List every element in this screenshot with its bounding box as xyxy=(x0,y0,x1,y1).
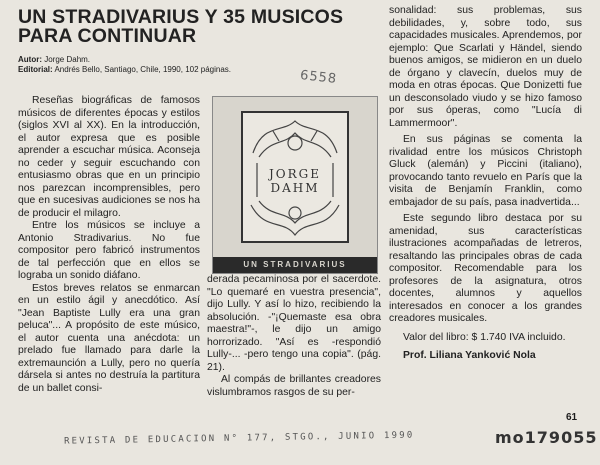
title-line-2: PARA CONTINUAR xyxy=(18,25,197,47)
author-value: Jorge Dahm. xyxy=(44,55,91,64)
handwritten-source-note: REVISTA DE EDUCACION N° 177, STGO., JUNIO 1990 xyxy=(63,430,415,447)
paragraph: Este segundo libro destaca por su amenidad, sus características ilustraciones acompañadas de letreros, resaltando las principales obras de cada compositor. Recomendable para los profesores de la asignatura, otros docentes, alumnos y aquellos interesados en conocer a los grandes creadores musicales. xyxy=(389,213,582,324)
paragraph: Estos breves relatos se enmarcan en un estilo ágil y anecdótico. Así "Jean Baptiste Lully era una gran peluca"... A propósito de este músico, el autor cuenta una anécdota: un prelado fue llamado para darle la extremaunción a Lully, pero no quería dársela si antes no destruía la partitura de un ballet consi- xyxy=(18,282,200,394)
page-number: 61 xyxy=(566,412,578,423)
book-cover-image xyxy=(212,96,378,274)
paragraph: Entre los músicos se incluye a Antonio Stradivarius. No fue compositor pero fabricó instrumentos de tal perfección que en ellos se lograba un sonido diáfano. xyxy=(18,220,200,281)
column-1 xyxy=(18,95,200,395)
column-3 xyxy=(389,5,582,367)
paragraph: derada pecaminosa por el sacerdote. "Lo quemaré en vuestra presencia", dijo Lully. Y así lo hizo, recibiendo la absolución. -"¡Quemaste esa obra maestra!"-, le dijo un amigo horrorizado. "Así es -respondió Lully-... -pero tengo una copia". (pág. 21). xyxy=(207,274,381,373)
publisher-value: Andrés Bello, Santiago, Chile, 1990, 102 páginas. xyxy=(54,64,232,74)
catalog-stamp: mo179055 xyxy=(495,428,598,447)
price-line: Valor del libro: $ 1.740 IVA incluido. xyxy=(403,331,566,343)
article-title xyxy=(18,8,378,46)
reviewer-signature: Prof. Liliana Yanković Nola xyxy=(403,350,536,361)
paragraph: Reseñas biográficas de famosos músicos de diferentes épocas y estilos (siglos XVI al XX). En la introducción, el autor expresa que es posible aprender a escuchar música. Aconseja no ceder y seguir escuchando con entusiasmo obras que en un principio nos parezcan incomprensibles, pero que en sucesivas audiciones se nos ha de producir el milagro. xyxy=(18,95,200,219)
column-2 xyxy=(207,274,381,399)
cover-title-band: UN STRADIVARIUS xyxy=(213,257,377,273)
handwritten-number: 6558 xyxy=(299,68,338,87)
title-line-1: UN STRADIVARIUS Y 35 MUSICOS xyxy=(18,6,344,28)
paragraph: sonalidad: sus problemas, sus debilidades, y, sobre todo, sus capacidades musicales. Aprendemos, por ejemplo: Que Scarlati y Händel, siendo buenos amigos, se midieron en un duelo de órgano y clavecín, duelos muy de moda en otras épocas. Que Donizetti fue un desconsolado viudo y se hizo famoso por sus óperas, como "Lucía di Lammermoor". xyxy=(389,5,582,129)
cover-author-name: JORGE DAHM xyxy=(268,167,322,195)
publisher-label: Editorial: xyxy=(18,64,53,74)
author-line xyxy=(18,55,378,65)
author-label: Autor: xyxy=(18,55,42,64)
paragraph: Al compás de brillantes creadores vislumbramos rasgos de su per- xyxy=(207,374,381,398)
cover-frame xyxy=(241,111,349,243)
paragraph: En sus páginas se comenta la rivalidad entre los músicos Christoph Gluck (alemán) y Piccini (italiano), provocando tanto revuelo en París que la visita de Benjamín Franklin, como embajador de su país, pasa inadvertida... xyxy=(389,134,582,208)
